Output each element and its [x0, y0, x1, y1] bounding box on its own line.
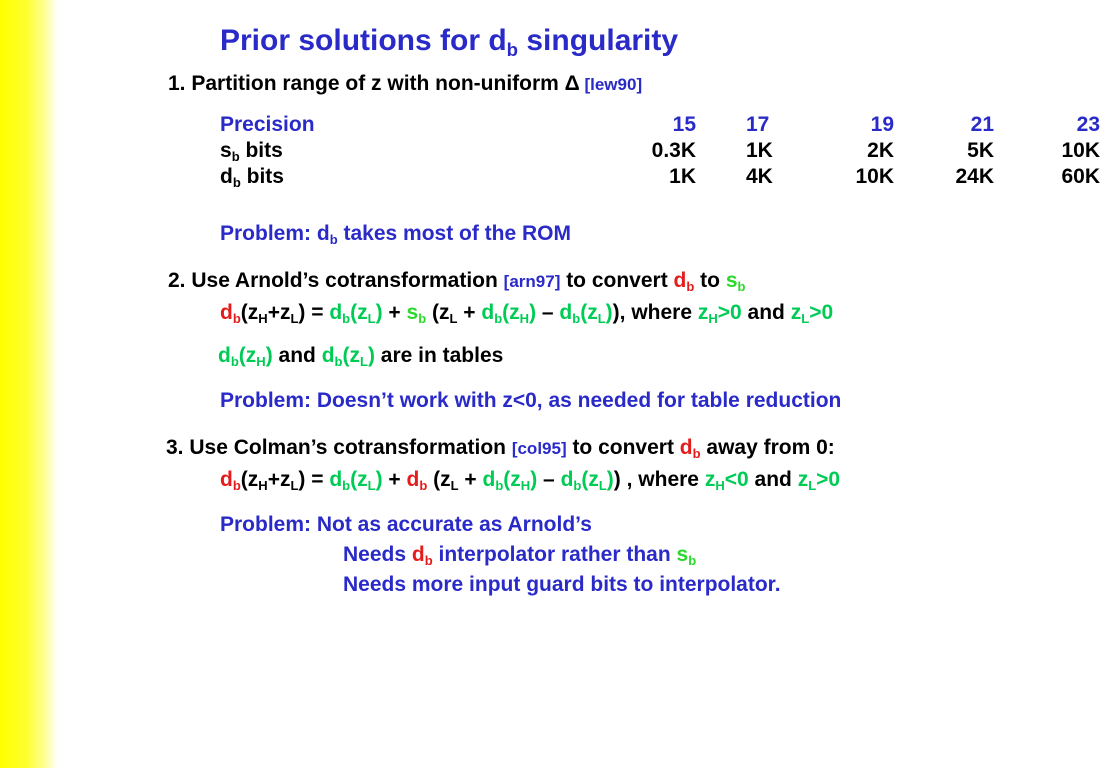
precision-label: Precision — [220, 113, 315, 136]
table-cell: 2K — [867, 139, 894, 162]
item-3-heading: 3. Use Colman’s cotransformation [col95] to convert $d_b$ away from 0: — [166, 436, 835, 462]
citation-arn97: [arn97] — [503, 272, 561, 291]
table-cell: 60K — [1061, 165, 1100, 188]
table-cell: 10K — [1061, 139, 1100, 162]
slide-title: Prior solutions for $d_b$ singularity — [220, 24, 679, 60]
citation-lew90: [lew90] — [579, 75, 643, 94]
yellow-sidebar-decoration — [0, 0, 58, 768]
table-cell: 21 — [970, 113, 994, 136]
table-cell: 23 — [1076, 113, 1100, 136]
citation-col95: [col95] — [511, 439, 567, 458]
table-cell: 15 — [672, 113, 696, 136]
table-cell: 10K — [855, 165, 894, 188]
item-3-problem-line-1: Problem: Not as accurate as Arnold’s — [220, 513, 592, 536]
colman-formula: $d_b(z_H+z_L) = d_b(z_L) + d_b$ $(z_L + d_b(z_H) - d_b(z_L))$ , where $z_H<0$ and $z_L>0$ — [220, 468, 841, 494]
table-cell: 1K — [746, 139, 773, 162]
sb-bits-label: $s_b$ bits — [220, 139, 283, 165]
table-cell: 1K — [669, 165, 696, 188]
table-cell: 0.3K — [651, 139, 696, 162]
table-cell: 19 — [870, 113, 894, 136]
db-bits-label: $d_b$ bits — [220, 165, 284, 191]
item-1-problem: Problem: $d_b$ takes most of the ROM — [220, 222, 572, 248]
arnold-formula: $d_b(z_H+z_L) = d_b(z_L) + s_b$ $(z_L + d_b(z_H) - d_b(z_L))$, where $z_H>0$ and $z_L>0$ — [220, 301, 834, 327]
item-3-problem-line-3: Needs more input guard bits to interpolator. — [343, 573, 781, 596]
item-2-problem: Problem: Doesn’t work with z<0, as needed for table reduction — [220, 389, 842, 412]
table-cell: 24K — [955, 165, 994, 188]
item-2-heading: 2. Use Arnold’s cotransformation [arn97] to convert $d_b$ to $s_b$ — [168, 269, 746, 295]
item-3-problem-line-2: Needs $d_b$ interpolator rather than $s_b$ — [343, 543, 697, 569]
table-cell: 4K — [746, 165, 773, 188]
tables-note: $d_b(z_H)$ and $d_b(z_L)$ are in tables — [218, 344, 504, 370]
table-cell: 17 — [746, 113, 770, 136]
table-cell: 5K — [967, 139, 994, 162]
item-1-heading: 1. Partition range of z with non-uniform Δ [lew90] — [168, 72, 643, 95]
delta-symbol: Δ — [564, 72, 580, 95]
